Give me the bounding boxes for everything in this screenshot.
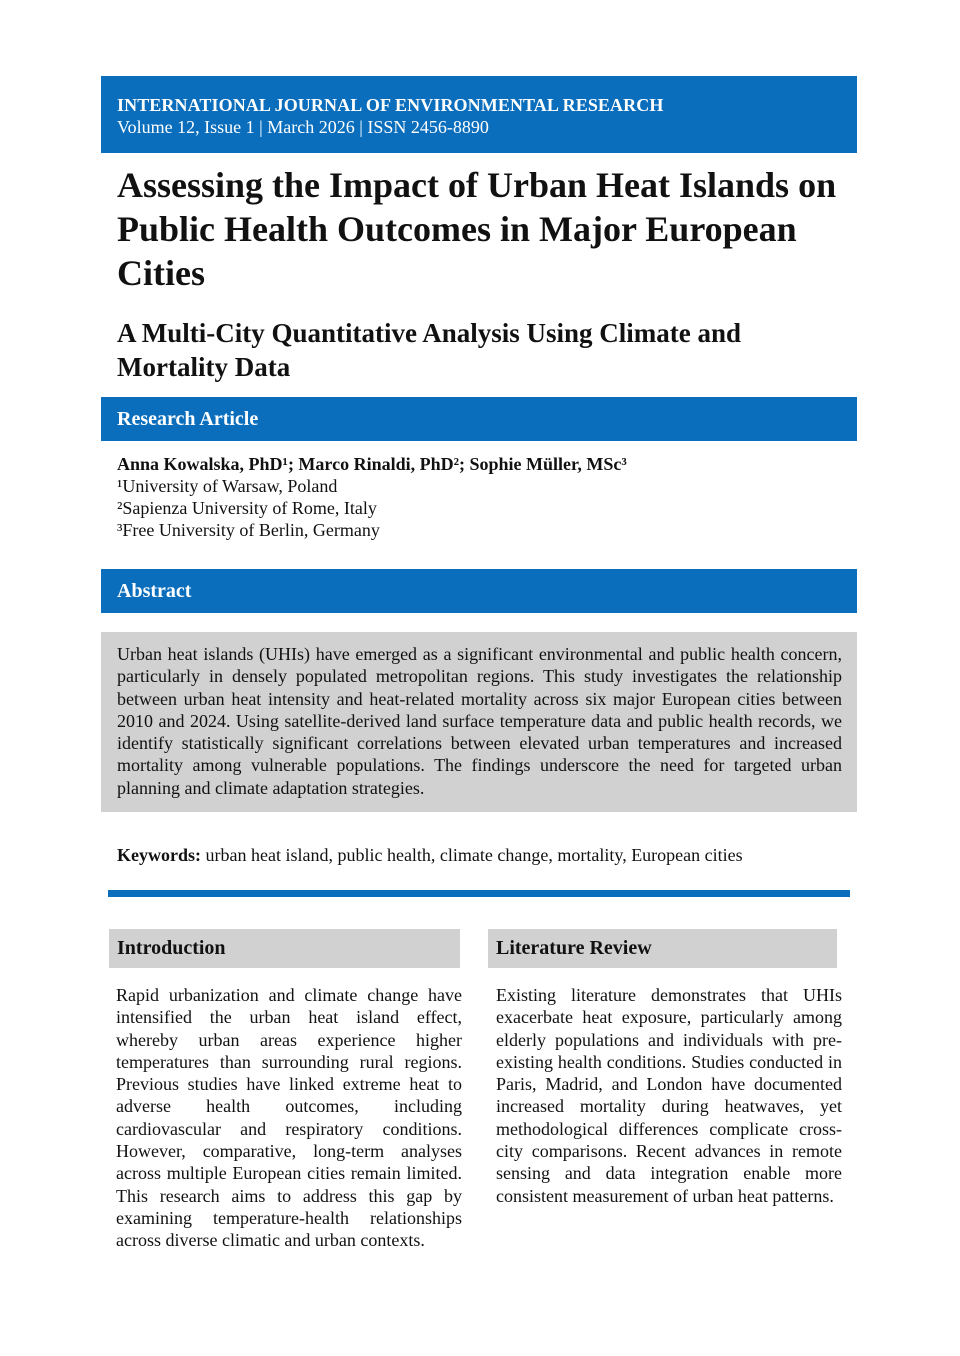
- affiliation: ³Free University of Berlin, Germany: [117, 520, 380, 540]
- keywords: [117, 844, 743, 866]
- affiliation: ¹University of Warsaw, Poland: [117, 476, 338, 496]
- journal-header: [101, 76, 857, 153]
- section-text-literature-review: Existing literature demonstrates that UHIs exacerbate heat exposure, particularly among elderly populations and individuals with pre-existing health conditions. Studies conducted in Paris, Madrid, and London have documented increased mortality during heatwaves, yet methodological differences complicate cross-city comparisons. Recent advances in remote sensing and data integration enable more consistent measurement of urban heat patterns.: [496, 985, 842, 1206]
- author-names: Anna Kowalska, PhD¹; Marco Rinaldi, PhD²; Sophie Müller, MSc³: [117, 454, 627, 474]
- authors-block: [117, 453, 627, 541]
- article-type-band: Research Article: [101, 397, 857, 441]
- journal-meta: Volume 12, Issue 1 | March 2026 | ISSN 2456-8890: [117, 117, 489, 137]
- keywords-value: urban heat island, public health, climate change, mortality, European cities: [201, 845, 743, 865]
- section-divider: [108, 890, 850, 897]
- affiliation: ²Sapienza University of Rome, Italy: [117, 498, 377, 518]
- section-heading-introduction: Introduction: [109, 929, 460, 968]
- article-subtitle: A Multi-City Quantitative Analysis Using Climate and Mortality Data: [117, 318, 742, 382]
- journal-name: INTERNATIONAL JOURNAL OF ENVIRONMENTAL RESEARCH: [117, 95, 664, 115]
- section-heading-literature-review: Literature Review: [488, 929, 837, 968]
- section-text-introduction: Rapid urbanization and climate change have intensified the urban heat island effect, whereby urban areas experience higher temperatures than surrounding rural regions. Previous studies have linked extreme heat to adverse health outcomes, including cardiovascular and respiratory conditions. However, comparative, long-term analyses across multiple European cities remain limited. This research aims to address this gap by examining temperature-health relationships across diverse climatic and urban contexts.: [116, 985, 462, 1251]
- abstract-heading: Abstract: [101, 569, 857, 613]
- article-title: Assessing the Impact of Urban Heat Islands on Public Health Outcomes in Major European Cities: [117, 165, 837, 293]
- abstract-text: Urban heat islands (UHIs) have emerged as a significant environmental and public health concern, particularly in densely populated metropolitan regions. This study investigates the relationship between urban heat intensity and heat-related mortality across six major European cities between 2010 and 2024. Using satellite-derived land surface temperature data and public health records, we identify statistically significant correlations between elevated urban temperatures and increased mortality among vulnerable populations. The findings underscore the need for targeted urban planning and climate adaptation strategies.: [101, 632, 857, 812]
- keywords-label: Keywords:: [117, 845, 201, 865]
